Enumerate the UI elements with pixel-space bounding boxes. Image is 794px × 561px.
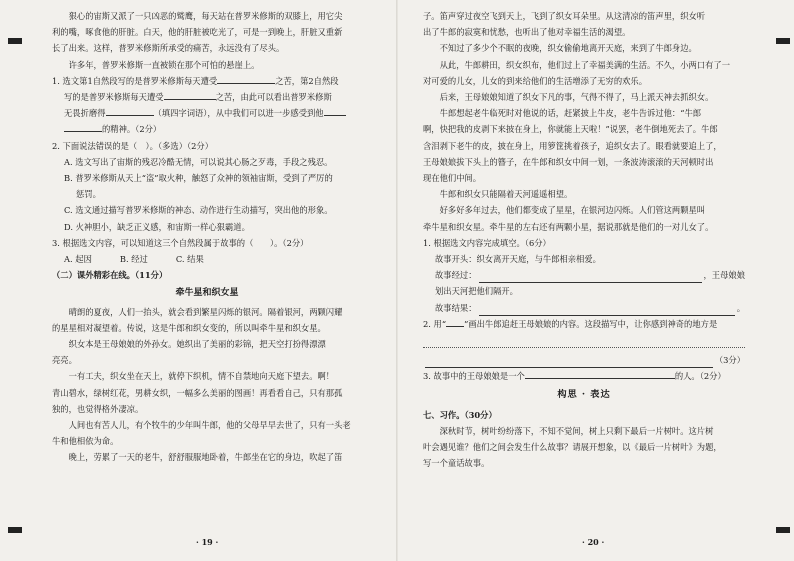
story-middle-cont: 划出天河把他们隔开。 [435,286,518,297]
answer-line[interactable] [423,334,745,348]
answer-blank[interactable] [479,304,735,316]
story-line: 的星星相对凝望着。传说，这是牛郎和织女变的，所以叫牵牛星和织女星。 [52,322,326,333]
left-column [52,8,362,466]
question-3-stem: 3. 根据选文内容，可以知道这三个自然段属于故事的（ ）。（2分） [52,237,309,248]
page-number: · 20 · [582,537,605,547]
story-line: 人间也有苦人儿，有个牧牛的少年叫牛郎，他的父母早早去世了，只有一头老 [68,420,351,431]
option-c[interactable]: C. 结果 [175,254,204,265]
story-line: 牵牛星和织女星。牵牛星的左右还有两颗小星，据说那就是他们的一对儿女了。 [423,221,714,232]
passage-line: 利的嘴，啄食他的肝脏。白天，他的肝脏被吃光了，可是一到晚上，肝脏又重新 [52,27,343,38]
story-line: 独的，也觉得格外凄凉。 [52,403,144,414]
option-a[interactable]: A. 选文写出了宙斯的残忍冷酷无情，可以说其心肠之歹毒，手段之残忍。 [64,156,333,167]
story-middle-row: 故事经过： ，王母娘娘 [423,267,745,283]
page-number: · 19 · [196,537,219,547]
story-line: 子。笛声穿过夜空飞到天上，飞到了织女耳朵里。从这清凉的笛声里，织女听 [423,11,706,21]
passage-line: 狠心的宙斯又派了一只凶恶的鹫鹰，每天站在普罗米修斯的双膝上，用它尖 [68,11,343,21]
question-1-line-4: 的精神。（2分） [52,121,362,137]
passage-line: 长了出来。这样，普罗米修斯所承受的痛苦，永远没有了尽头。 [52,43,285,54]
right-column [423,8,745,471]
question-2: 2. 用“ ”画出牛郎追赶王母娘娘的内容。这段描写中，让你感到神奇的地方是 [423,316,745,332]
answer-blank[interactable] [106,105,154,116]
question-1: 1. 选文第1自然段写的是普罗米修斯每天遭受 之苦，第2自然段 [52,73,362,89]
story-line: 不知过了多少个不眠的夜晚，织女偷偷地离开天庭，来到了牛郎身边。 [439,43,697,54]
essay-prompt-line: 深秋时节，树叶纷纷落下，不知不觉间，树上只剩下最后一片树叶。这片树 [439,425,714,436]
story-line: 织女本是王母娘娘的外孙女。她织出了美丽的彩锦，把天空打扮得漂漂 [68,339,326,350]
option-a[interactable]: A. 起因 [64,254,92,265]
story-line: 晴朗的夏夜，人们一抬头，就会看到繁星闪烁的银河。隔着银河，两颗闪耀 [68,306,343,317]
answer-row: （3分） [423,352,745,368]
question-1-stem: 1. 根据选文内容完成填空。（6分） [423,237,551,248]
answer-blank[interactable] [525,368,675,379]
option-b[interactable]: B. 经过 [119,254,148,265]
answer-blank[interactable] [164,89,216,100]
story-line: 从此，牛郎耕田，织女织布，他们过上了幸福美满的生活。不久，小两口有了一 [439,59,730,70]
story-line: 亮亮。 [52,355,77,366]
option-c[interactable]: C. 选文通过描写普罗米修斯的神态、动作进行生动描写，突出他的形象。 [64,205,333,216]
answer-blank[interactable] [479,271,702,283]
story-line: 后来，王母娘娘知道了织女下凡的事，气得不得了，马上派天神去抓织女。 [439,92,714,103]
story-end-row: 故事结果： 。 [423,300,745,316]
story-line: 牛和他相依为命。 [52,436,119,447]
story-line: 现在他们中间。 [423,173,482,184]
essay-prompt-line: 叶会遇见谁？他们之间会发生什么故事？请展开想象，以《最后一片树叶》为题， [423,442,722,453]
story-line: 一有工夫，织女坐在天上，就停下织机，情不自禁地向天庭下望去。啊！ [68,371,335,382]
answer-blank[interactable] [324,105,346,116]
story-line: 啊，快把我的皮剥下来披在身上，你就能上天啦！”说罢，老牛倒地死去了。牛郎 [423,124,718,135]
story-line: 好多好多年过去，他们都变成了星星，在银河边闪烁。人们管这两颗星叫 [439,205,706,216]
question-3: 3. 故事中的王母娘娘是一个 的人。（2分） [423,368,745,384]
question-3-options [52,251,362,267]
option-b-cont: 惩罚。 [76,189,101,200]
question-1-line-3: 无畏折磨得 （填四字词语），从中我们可以进一步感受到他 [52,105,362,121]
essay-prompt-line: 写一个童话故事。 [423,458,490,469]
right-page [397,0,794,561]
story-line: 晚上，劳累了一天的老牛，舒舒服服地卧着，牛郎坐在它的身边，吹起了笛 [68,452,343,463]
option-d[interactable]: D. 火神胆小，缺乏正义感，和宙斯一样心狠霸道。 [64,221,250,232]
section-heading: （二）课外精彩在线。（11分） [52,270,168,281]
answer-blank[interactable] [64,121,102,132]
question-1-line-2: 写的是普罗米修斯每天遭受 之苦，由此可以看出普罗米修斯 [52,89,362,105]
story-line: 含泪剥下老牛的皮，披在身上，用箩筐挑着孩子，追织女去了。眼看就要追上了， [423,140,722,151]
story-start: 故事开头：织女离开天庭，与牛郎相亲相爱。 [435,254,601,265]
answer-blank[interactable] [217,73,275,84]
story-title: 牵牛星和织女星 [175,288,239,299]
section-heading: 七、习作。（30分） [423,409,497,420]
answer-blank[interactable] [425,356,713,368]
story-line: 青山碧水，绿树红花，男耕女织，一幅多么美丽的图画！再看看自己，只有那孤 [52,387,343,398]
story-line: 出了牛郎的寂寞和忧愁，也听出了他对幸福生活的渴望。 [423,27,631,38]
passage-line: 许多年，普罗米修斯一直被锁在那个可怕的悬崖上。 [68,59,260,70]
question-2-stem: 2. 下面说法错误的是（ ）。（多选）（2分） [52,140,214,151]
story-line: 王母娘娘拔下头上的簪子，在牛郎和织女中间一划，一条波涛滚滚的天河顿时出 [423,156,714,167]
story-line: 对可爱的儿女，儿女的到来给他们的生活增添了无穷的欢乐。 [423,75,648,86]
story-line: 牛郎想起老牛临死时对他说的话，赶紧披上牛皮，老牛告诉过他：“牛郎 [439,108,702,119]
story-line: 牛郎和织女只能隔着天河遥遥相望。 [439,189,573,200]
underline-sample [446,316,464,327]
option-b[interactable]: B. 普罗米修斯从天上“盗”取火种，触怒了众神的领袖宙斯，受到了严厉的 [64,173,333,184]
section-banner: 构思 · 表达 [557,389,611,401]
